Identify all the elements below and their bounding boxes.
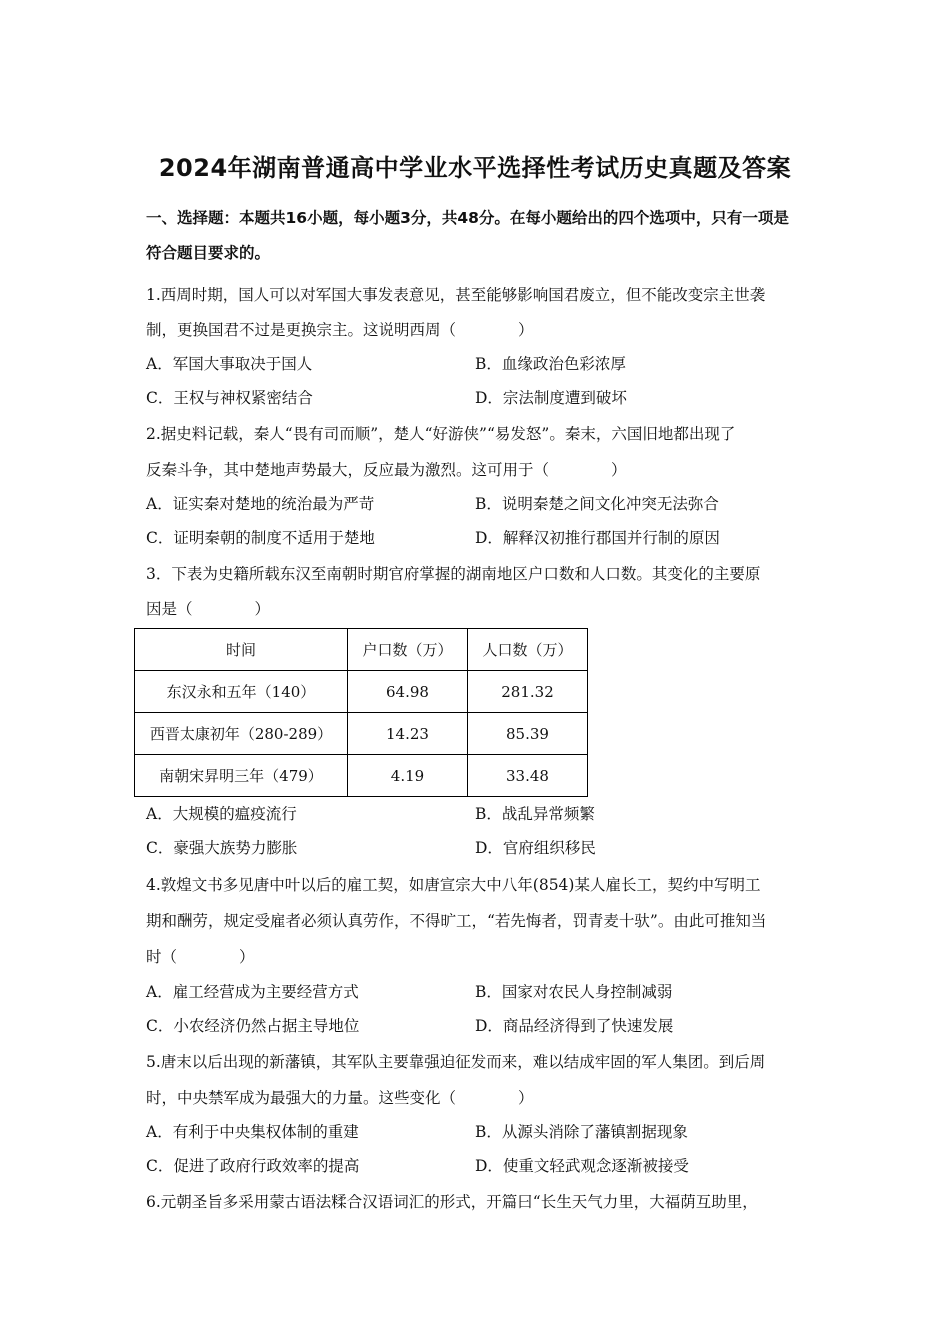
table-header-cell: 人口数（万）: [468, 629, 588, 671]
q2-option-a: A．证实秦对楚地的统治最为严苛: [146, 495, 375, 513]
q2-option-c: C．证明秦朝的制度不适用于楚地: [146, 529, 375, 547]
q5-option-a: A．有利于中央集权体制的重建: [146, 1123, 359, 1141]
q1-stem-line1: 1.西周时期，国人可以对军国大事发表意见，甚至能够影响国君废立，但不能改变宗主世袭: [146, 286, 766, 304]
table-cell: 85.39: [468, 713, 588, 755]
table-cell: 南朝宋昇明三年（479）: [135, 755, 348, 797]
q1-option-d: D．宗法制度遭到破坏: [475, 389, 627, 407]
q2-option-d: D．解释汉初推行郡国并行制的原因: [475, 529, 720, 547]
q4-option-b: B．国家对农民人身控制减弱: [475, 983, 673, 1001]
q4-stem-line1: 4.敦煌文书多见唐中叶以后的雇工契，如唐宣宗大中八年(854)某人雇长工，契约中写明工: [146, 876, 761, 894]
section-heading-line2: 符合题目要求的。: [146, 244, 271, 262]
q3-option-c: C．豪强大族势力膨胀: [146, 839, 298, 857]
q5-stem-line1: 5.唐末以后出现的新藩镇，其军队主要靠强迫征发而来，难以结成牢固的军人集团。到后周: [146, 1053, 766, 1071]
table-row: [135, 755, 588, 797]
q4-option-c: C．小农经济仍然占据主导地位: [146, 1017, 360, 1035]
q3-option-b: B．战乱异常频繁: [475, 805, 595, 823]
table-header-cell: 户口数（万）: [348, 629, 468, 671]
q3-stem-line2: 因是（ ）: [146, 600, 271, 618]
table-header-cell: 时间: [135, 629, 348, 671]
page-title: 2024年湖南普通高中学业水平选择性考试历史真题及答案: [158, 154, 792, 182]
q6-stem-line1: 6.元朝圣旨多采用蒙古语法糅合汉语词汇的形式，开篇曰“长生天气力里，大福荫互助里，: [146, 1193, 758, 1211]
q1-stem-line2: 制，更换国君不过是更换宗主。这说明西周（ ）: [146, 321, 534, 339]
q3-data-table: [134, 628, 588, 797]
table-row: [135, 671, 588, 713]
q1-option-a: A．军国大事取决于国人: [146, 355, 313, 373]
q2-stem-line1: 2.据史料记载，秦人“畏有司而顺”，楚人“好游侠”“易发怒”。秦末，六国旧地都出现了: [146, 425, 736, 443]
q2-stem-line2: 反秦斗争，其中楚地声势最大，反应最为激烈。这可用于（ ）: [146, 461, 627, 479]
q2-option-b: B．说明秦楚之间文化冲突无法弥合: [475, 495, 719, 513]
table-cell: 东汉永和五年（140）: [135, 671, 348, 713]
q3-stem-line1: 3．下表为史籍所载东汉至南朝时期官府掌握的湖南地区户口数和人口数。其变化的主要原: [146, 565, 761, 583]
q1-option-c: C．王权与神权紧密结合: [146, 389, 313, 407]
table-cell: 281.32: [468, 671, 588, 713]
table-cell: 4.19: [348, 755, 468, 797]
section-heading-line1: 一、选择题：本题共16小题，每小题3分，共48分。在每小题给出的四个选项中，只有一项是: [146, 209, 789, 227]
q5-option-c: C．促进了政府行政效率的提高: [146, 1157, 360, 1175]
q4-stem-line2: 期和酬劳，规定受雇者必须认真劳作，不得旷工，“若先悔者，罚青麦十驮”。由此可推知当: [146, 912, 767, 930]
q4-stem-line3: 时（ ）: [146, 948, 255, 966]
q5-option-d: D．使重文轻武观念逐渐被接受: [475, 1157, 689, 1175]
table-row: [135, 713, 588, 755]
q3-option-d: D．官府组织移民: [475, 839, 596, 857]
table-cell: 33.48: [468, 755, 588, 797]
q5-option-b: B．从源头消除了藩镇割据现象: [475, 1123, 688, 1141]
q4-option-d: D．商品经济得到了快速发展: [475, 1017, 674, 1035]
q5-stem-line2: 时，中央禁军成为最强大的力量。这些变化（ ）: [146, 1089, 534, 1107]
table-header-row: [135, 629, 588, 671]
table-cell: 64.98: [348, 671, 468, 713]
q4-option-a: A．雇工经营成为主要经营方式: [146, 983, 359, 1001]
table-cell: 14.23: [348, 713, 468, 755]
q1-option-b: B．血缘政治色彩浓厚: [475, 355, 626, 373]
q3-option-a: A．大规模的瘟疫流行: [146, 805, 297, 823]
table-cell: 西晋太康初年（280-289）: [135, 713, 348, 755]
